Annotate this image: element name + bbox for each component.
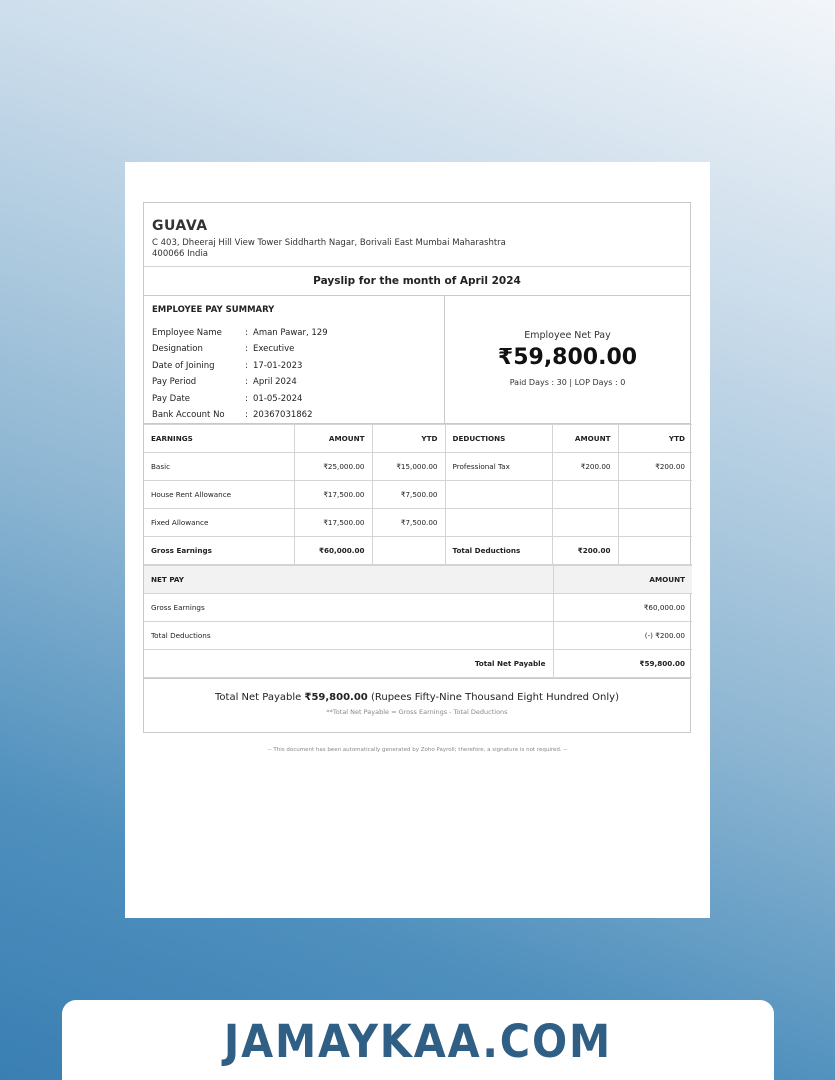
cell: ₹7,500.00	[372, 481, 445, 509]
paid-days: Paid Days : 30 | LOP Days : 0	[509, 378, 626, 387]
cell: Basic	[144, 453, 294, 481]
summary-value: Aman Pawar, 129	[253, 328, 328, 338]
summary-row: Bank Account No : 20367031862	[152, 407, 436, 423]
summary-label: Designation	[152, 344, 203, 355]
earnings-deductions-table	[144, 424, 692, 565]
disclaimer: -- This document has been automatically generated by Zoho Payroll; therefore, a signature is not required. --	[267, 747, 568, 753]
cell	[445, 481, 552, 509]
summary-row: Pay Date : 01-05-2024	[152, 391, 436, 407]
col-ytd: YTD	[372, 425, 445, 453]
total-net-payable-amount: ₹59,800.00	[553, 650, 692, 678]
pay-summary	[144, 296, 690, 424]
banner-text: JAMAYKAA.COM	[223, 1015, 613, 1068]
total-deductions-label: Total Deductions	[445, 537, 552, 565]
summary-row: Date of Joining : 17-01-2023	[152, 358, 436, 374]
summary-label: Bank Account No	[152, 409, 225, 420]
payslip-sheet	[125, 162, 710, 918]
net-pay-header	[144, 566, 692, 594]
net-pay-title: NET PAY	[144, 566, 553, 594]
table-row	[144, 622, 692, 650]
cell: Professional Tax	[445, 453, 552, 481]
cell: ₹25,000.00	[294, 453, 372, 481]
company-name: GUAVA	[152, 218, 208, 234]
cell: ₹200.00	[618, 453, 692, 481]
cell	[618, 537, 692, 565]
summary-label: Employee Name	[152, 328, 222, 338]
cell: Total Deductions	[144, 622, 553, 650]
summary-row: Employee Name : Aman Pawar, 129	[152, 325, 436, 341]
cell: ₹17,500.00	[294, 509, 372, 537]
cell: Gross Earnings	[144, 594, 553, 622]
cell: ₹7,500.00	[372, 509, 445, 537]
total-net-payable-row	[144, 650, 692, 678]
company-address: C 403, Dheeraj Hill View Tower Siddharth Nagar, Borivali East Mumbai Maharashtra 400066 India	[152, 238, 506, 259]
table-row	[144, 594, 692, 622]
summary-value: 01-05-2024	[253, 393, 303, 404]
net-pay-amount: ₹59,800.00	[497, 345, 638, 370]
col-amount: AMOUNT	[552, 425, 618, 453]
payslip	[143, 202, 691, 733]
cell: ₹15,000.00	[372, 453, 445, 481]
col-deductions: DEDUCTIONS	[445, 425, 552, 453]
net-payable-note: **Total Net Payable = Gross Earnings - Total Deductions	[326, 708, 508, 716]
table-row	[144, 481, 692, 509]
cell: ₹200.00	[552, 453, 618, 481]
col-earnings: EARNINGS	[144, 425, 294, 453]
summary-row: Designation : Executive	[152, 341, 436, 357]
cell	[552, 481, 618, 509]
summary-value: 17-01-2023	[253, 360, 303, 371]
net-pay-table	[144, 565, 692, 678]
net-payable-prefix: Total Net Payable	[215, 692, 302, 703]
cell: Fixed Allowance	[144, 509, 294, 537]
cell: ₹17,500.00	[294, 481, 372, 509]
cell: ₹60,000.00	[553, 594, 692, 622]
net-payable-words: (Rupees Fifty-Nine Thousand Eight Hundred Only)	[370, 692, 619, 703]
summary-label: Date of Joining	[152, 360, 215, 371]
net-pay-box	[445, 296, 690, 423]
totals-row	[144, 537, 692, 565]
net-payable-amount: ₹59,800.00	[304, 692, 368, 703]
table-row	[144, 453, 692, 481]
company-header	[144, 203, 690, 267]
net-pay-label: Employee Net Pay	[524, 330, 611, 341]
payslip-title: Payslip for the month of April 2024	[144, 267, 690, 296]
summary-label: Pay Period	[152, 377, 197, 388]
gross-earnings-label: Gross Earnings	[144, 537, 294, 565]
employee-details	[144, 296, 445, 423]
cell	[618, 481, 692, 509]
summary-title: EMPLOYEE PAY SUMMARY	[152, 305, 275, 315]
gross-earnings-amount: ₹60,000.00	[294, 537, 372, 565]
watermark-banner	[62, 1000, 774, 1080]
summary-label: Pay Date	[152, 393, 191, 404]
total-deductions-amount: ₹200.00	[552, 537, 618, 565]
total-net-payable-label: Total Net Payable	[144, 650, 553, 678]
col-ytd: YTD	[618, 425, 692, 453]
table-row	[144, 509, 692, 537]
cell	[552, 509, 618, 537]
net-payable-summary	[144, 678, 690, 732]
cell	[618, 509, 692, 537]
summary-value: April 2024	[253, 377, 297, 388]
cell	[445, 509, 552, 537]
summary-value: Executive	[253, 344, 295, 355]
net-pay-amount-header: AMOUNT	[553, 566, 692, 594]
cell	[372, 537, 445, 565]
summary-row: Pay Period : April 2024	[152, 374, 436, 390]
cell: (-) ₹200.00	[553, 622, 692, 650]
summary-value: 20367031862	[253, 409, 313, 420]
cell: House Rent Allowance	[144, 481, 294, 509]
table-header	[144, 425, 692, 453]
col-amount: AMOUNT	[294, 425, 372, 453]
